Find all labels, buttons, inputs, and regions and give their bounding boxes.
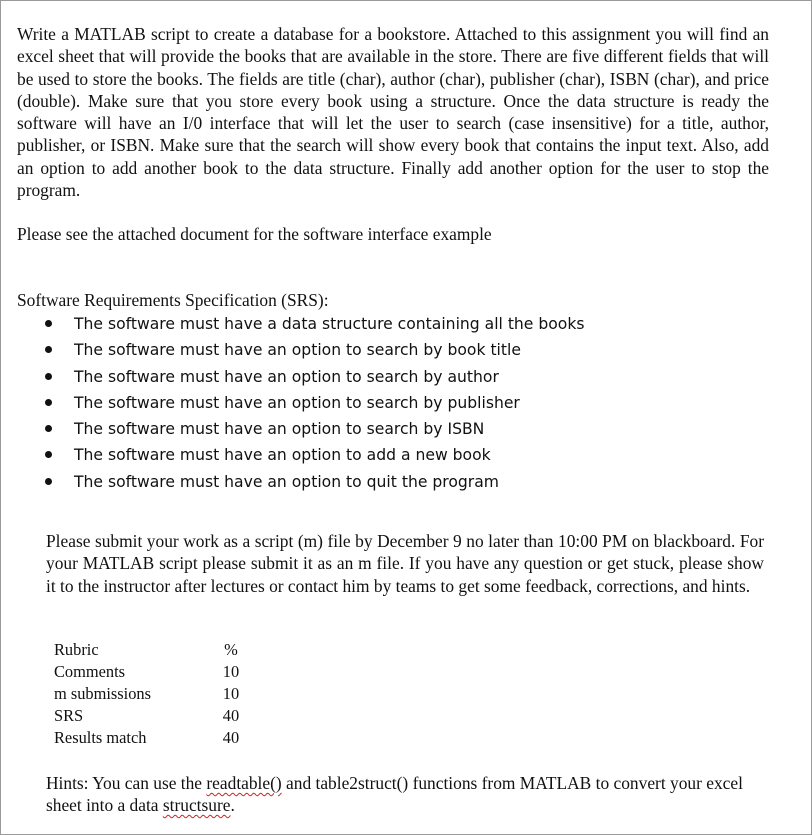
rubric-table — [54, 639, 241, 749]
bullet-icon — [45, 373, 52, 380]
hints-readtable-function: readtable() — [206, 773, 282, 793]
srs-item-text: The software must have an option to search by book title — [74, 341, 521, 360]
table-row — [54, 661, 241, 683]
rubric-item-name: Comments — [54, 662, 126, 681]
rubric-header-percent: % — [224, 640, 238, 659]
srs-heading: Software Requirements Specification (SRS): — [17, 290, 329, 310]
table-row — [54, 705, 241, 727]
bullet-icon — [45, 478, 52, 485]
bullet-icon — [45, 425, 52, 432]
table-header-row — [54, 639, 241, 661]
hints-text: . — [230, 795, 235, 815]
srs-item-text: The software must have an option to add a new book — [74, 446, 491, 465]
rubric-item-percent: 40 — [222, 728, 240, 747]
bullet-icon — [45, 320, 52, 327]
rubric-item-percent: 40 — [222, 706, 240, 725]
rubric-item-name: SRS — [54, 706, 84, 725]
rubric-item-percent: 10 — [222, 684, 240, 703]
intro-paragraph: Write a MATLAB script to create a database for a bookstore. Attached to this assignment you will find an excel sheet that will provide the books that are available in the store. There are five different fields that will be used to store the books. The fields are title (char), author (char), publisher (char), ISBN (char), and price (double). Make sure that you store every book using a structure. Once the data structure is ready the software will have an I/0 interface that will let the user to search (case insensitive) for a title, author, publisher, or ISBN. Make sure that the search will show every book that contains the input text. Also, add an option to add another book to the data structure. Finally add another option for the user to stop the program. — [17, 24, 769, 201]
rubric-header-name: Rubric — [54, 640, 99, 659]
srs-item-text: The software must have an option to search by publisher — [74, 393, 520, 412]
hints-text: and table2struct() functions from MATLAB to convert your excel sheet into a data — [46, 773, 743, 815]
srs-item-text: The software must have an option to search by ISBN — [74, 420, 485, 439]
srs-item-text: The software must have an option to search by author — [74, 367, 499, 386]
submission-paragraph: Please submit your work as a script (m) file by December 9 no later than 10:00 PM on blackboard. For your MATLAB script please submit it as an m file. If you have any question or get stuck, please show it to the instructor after lectures or contact him by teams to get some feedback, corrections, and hints. — [46, 531, 764, 596]
srs-item-text: The software must have an option to quit the program — [74, 472, 499, 491]
srs-item-text: The software must have a data structure containing all the books — [74, 315, 585, 333]
bullet-icon — [45, 399, 52, 406]
bullet-icon — [45, 346, 52, 353]
rubric-item-name: Results match — [54, 728, 147, 747]
rubric-item-percent: 10 — [222, 662, 240, 681]
hints-text: Hints: You can use the — [46, 773, 207, 793]
table-row — [54, 683, 241, 705]
rubric-item-name: m submissions — [54, 684, 151, 703]
see-attached-note: Please see the attached document for the software interface example — [17, 224, 492, 244]
table-row — [54, 727, 241, 749]
bullet-icon — [45, 451, 52, 458]
hints-misspelled-word: structsure — [162, 795, 231, 815]
hints-paragraph — [46, 772, 766, 816]
